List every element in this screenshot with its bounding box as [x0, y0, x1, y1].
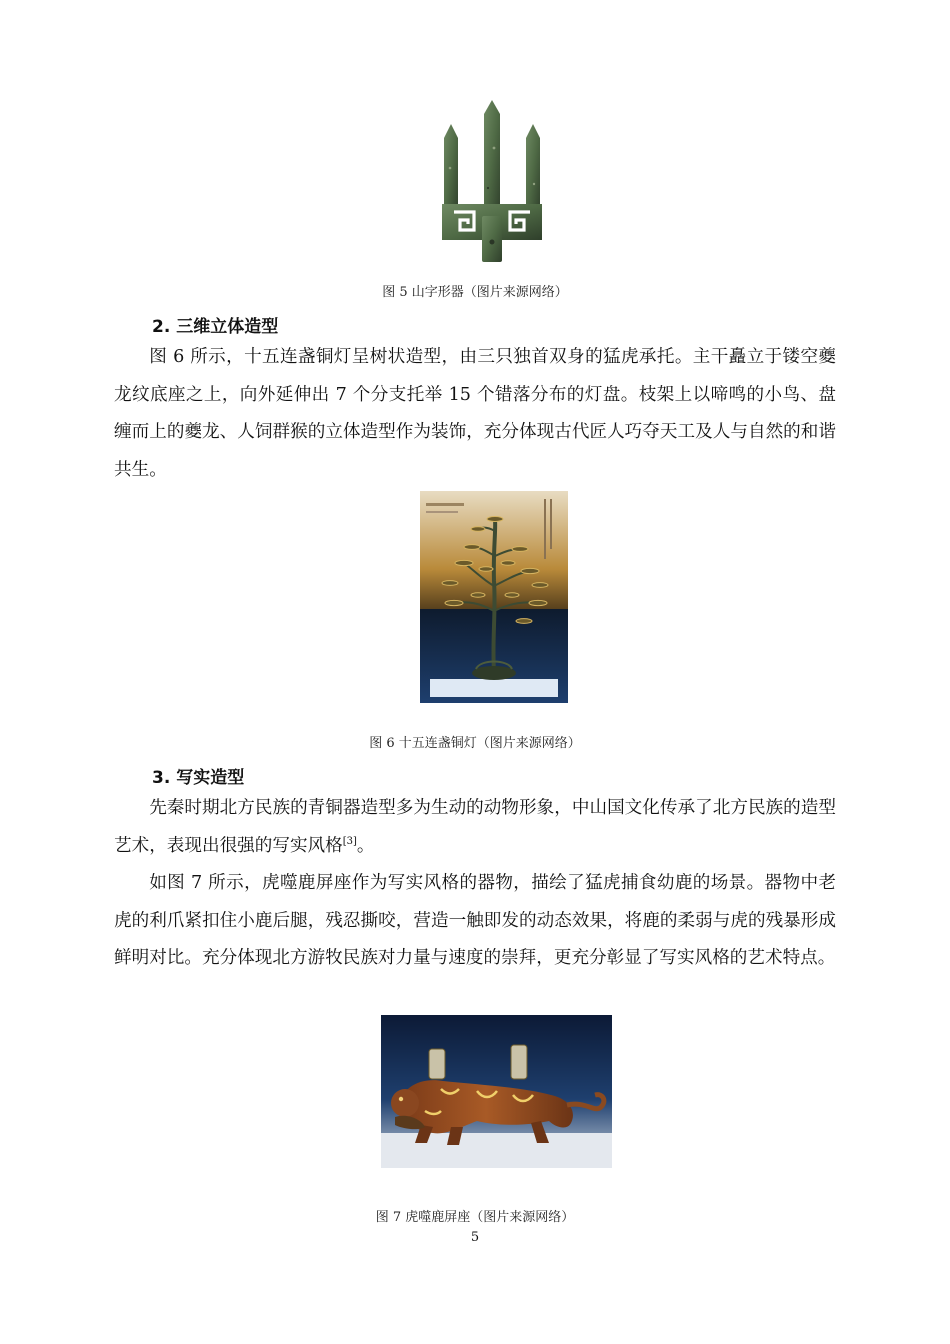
- section3-paragraph2: 如图 7 所示，虎噬鹿屏座作为写实风格的器物，描绘了猛虎捕食幼鹿的场景。器物中老虎的利爪紧扣住小鹿后腿，残忍撕咬，营造一触即发的动态效果，将鹿的柔弱与虎的残暴形成鲜明对比。充分体现北方游牧民族对力量与速度的崇拜，更充分彰显了写实风格的艺术特点。: [114, 873, 836, 968]
- figure5-caption: 图 5 山字形器（图片来源网络）: [382, 285, 568, 300]
- tiger-deer-illustration: [381, 1015, 612, 1168]
- mountain-shaped-bronze-illustration: [438, 98, 546, 266]
- section3-paragraph1-end: 。: [356, 835, 375, 856]
- bronze-lamp-illustration: [420, 491, 568, 703]
- figure7-image: [381, 1015, 612, 1168]
- section3-paragraph1: [114, 790, 836, 865]
- figure6-caption: 图 6 十五连盏铜灯（图片来源网络）: [369, 736, 581, 751]
- citation-ref: [3]: [342, 835, 357, 847]
- figure5-image: [438, 98, 546, 266]
- page-number: 5: [470, 1230, 480, 1245]
- section3-paragraph1-text: 先秦时期北方民族的青铜器造型多为生动的动物形象，中山国文化传承了北方民族的造型艺术，表现出很强的写实风格: [114, 798, 836, 856]
- section2-paragraph: 图 6 所示，十五连盏铜灯呈树状造型，由三只独首双身的猛虎承托。主干矗立于镂空夔龙纹底座之上，向外延伸出 7 个分支托举 15 个错落分布的灯盘。枝架上以啼鸣的小鸟、盘缠而上的夔龙、人饲群猴的立体造型作为装饰，充分体现古代匠人巧夺天工及人与自然的和谐共生。: [114, 347, 836, 480]
- figure6-image: [420, 491, 568, 703]
- figure7-caption: 图 7 虎噬鹿屏座（图片来源网络）: [375, 1210, 575, 1225]
- section2-heading: 2. 三维立体造型: [152, 317, 279, 337]
- section3-heading: 3. 写实造型: [152, 768, 245, 788]
